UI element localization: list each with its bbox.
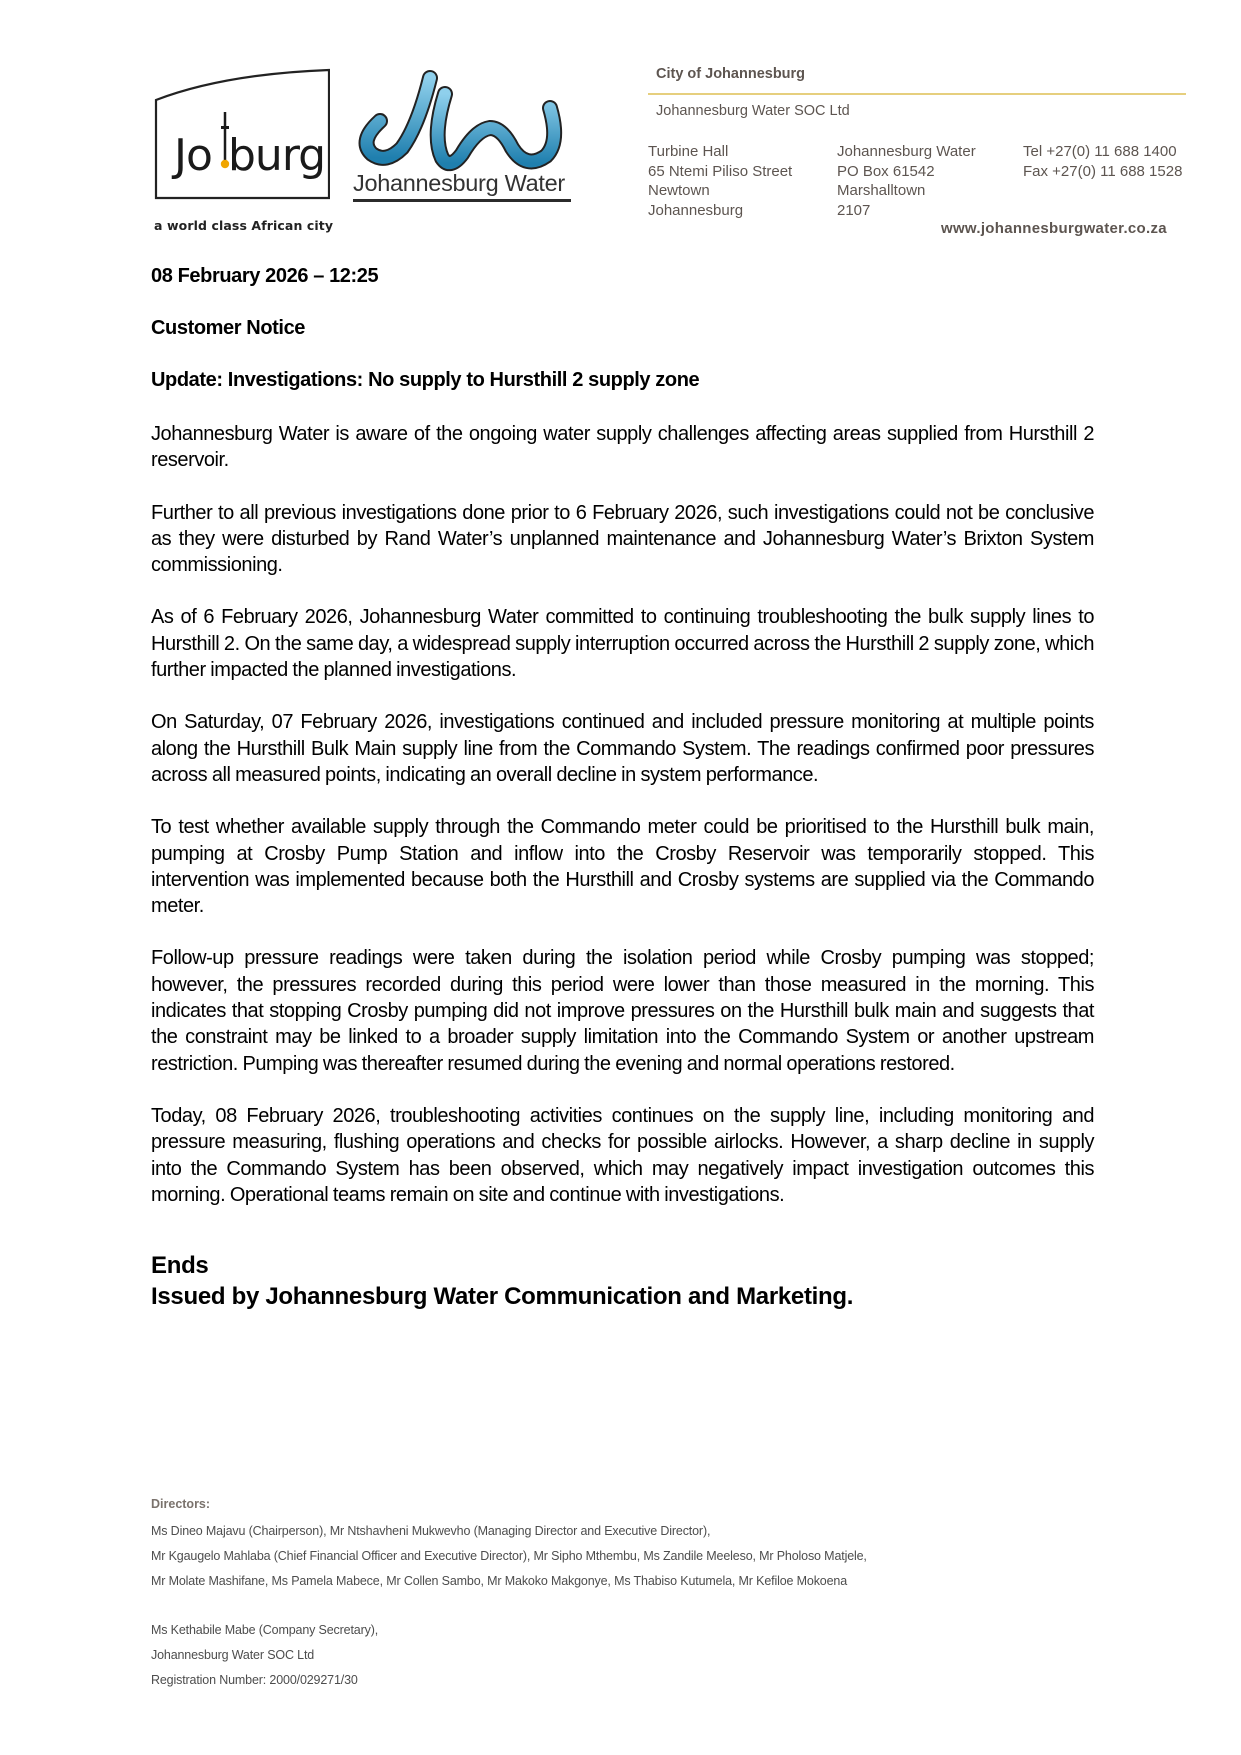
postal-address	[837, 142, 976, 220]
address-line: Johannesburg	[648, 201, 744, 219]
directors-line: Ms Dineo Majavu (Chairperson), Mr Ntshavheni Mukwevho (Managing Director and Executive Director),	[151, 1524, 711, 1538]
joburg-logo	[154, 68, 330, 200]
address-line: PO Box 61542	[837, 162, 935, 180]
svg-text:burg: burg	[228, 130, 326, 181]
directors-line: Mr Kgaugelo Mahlaba (Chief Financial Officer and Executive Director), Mr Sipho Mthembu, Ms Zandile Meeleso, Mr Pholoso Matjele,	[151, 1549, 867, 1563]
notice-type: Customer Notice	[151, 317, 306, 339]
address-line: Marshalltown	[837, 182, 926, 199]
issued-by: Issued by Johannesburg Water Communication and Marketing.	[151, 1283, 854, 1311]
fax: Fax +27(0) 11 688 1528	[1023, 162, 1183, 180]
notice-date: 08 February 2026 – 12:25	[151, 265, 379, 287]
physical-address	[648, 142, 792, 220]
svg-text:Jo: Jo	[174, 130, 212, 181]
ends-label: Ends	[151, 1252, 209, 1280]
address-line: Turbine Hall	[648, 143, 729, 160]
website-link[interactable]: www.johannesburgwater.co.za	[941, 220, 1167, 237]
registration-number: Registration Number: 2000/029271/30	[151, 1673, 358, 1687]
notice-title: Update: Investigations: No supply to Hursthill 2 supply zone	[151, 369, 700, 391]
header-divider	[648, 93, 1186, 95]
paragraph: On Saturday, 07 February 2026, investigations continued and included pressure monitoring at multiple points along the Hursthill Bulk Main supply line from the Commando System. The readings confirmed poor pressures across all measured points, indicating an overall decline in system performance.	[151, 711, 1094, 786]
notice-body	[151, 265, 1094, 1312]
paragraph: Further to all previous investigations done prior to 6 February 2026, such investigations could not be conclusive as they were disturbed by Rand Water’s unplanned maintenance and Johannesburg Water’s Brixton System commissioning.	[151, 501, 1094, 577]
jw-logo-underline	[353, 199, 571, 202]
company-secretary: Ms Kethabile Mabe (Company Secretary),	[151, 1623, 379, 1637]
paragraph: As of 6 February 2026, Johannesburg Water committed to continuing troubleshooting the bulk supply lines to Hursthill 2. On the same day, a widespread supply interruption occurred across the Hursthill 2 supply zone, which further impacted the planned investigations.	[151, 606, 1094, 682]
directors-label: Directors:	[151, 1497, 211, 1511]
secretary-block	[151, 1618, 867, 1693]
paragraph: Johannesburg Water is aware of the ongoing water supply challenges affecting areas supplied from Hursthill 2 reservoir.	[151, 423, 1094, 472]
paragraph: Today, 08 February 2026, troubleshooting activities continues on the supply line, including monitoring and pressure measuring, flushing operations and checks for possible airlocks. However, a sharp decline in supply into the Commando System has been observed, which may negatively impact investigation outcomes this morning. Operational teams remain on site and continue with investigations.	[151, 1104, 1094, 1206]
directors-line: Mr Molate Mashifane, Ms Pamela Mabece, Mr Collen Sambo, Mr Makoko Makgonye, Ms Thabiso Kutumela, Mr Kefiloe Mokoena	[151, 1574, 848, 1588]
telephone: Tel +27(0) 11 688 1400	[1023, 143, 1177, 160]
jw-logo-text: Johannesburg Water	[353, 170, 565, 196]
city-name: City of Johannesburg	[656, 66, 806, 82]
footer	[151, 1497, 867, 1693]
company-name: Johannesburg Water SOC Ltd	[656, 103, 850, 119]
address-line: Johannesburg Water	[837, 143, 976, 160]
paragraph: Follow-up pressure readings were taken during the isolation period while Crosby pumping was stopped; however, the pressures recorded during this period were lower than those measured in the morning. This indicates that stopping Crosby pumping did not improve pressures on the Hursthill bulk main and suggests that the constraint may be linked to a broader supply limitation into the Commando System or another upstream restriction. Pumping was thereafter resumed during the evening and normal operations restored.	[151, 947, 1094, 1075]
address-line: 65 Ntemi Piliso Street	[648, 162, 793, 180]
joburg-tagline: a world class African city	[154, 218, 334, 233]
paragraph: To test whether available supply through the Commando meter could be prioritised to the Hursthill bulk main, pumping at Crosby Pump Station and inflow into the Crosby Reservoir was temporarily stopped. This intervention was implemented because both the Hursthill and Crosby systems are supplied via the Commando meter.	[151, 816, 1094, 918]
address-line: Newtown	[648, 182, 710, 199]
ends-block	[151, 1250, 1094, 1312]
address-line: 2107	[837, 201, 871, 219]
contact-numbers	[1023, 142, 1182, 181]
footer-company: Johannesburg Water SOC Ltd	[151, 1648, 315, 1662]
